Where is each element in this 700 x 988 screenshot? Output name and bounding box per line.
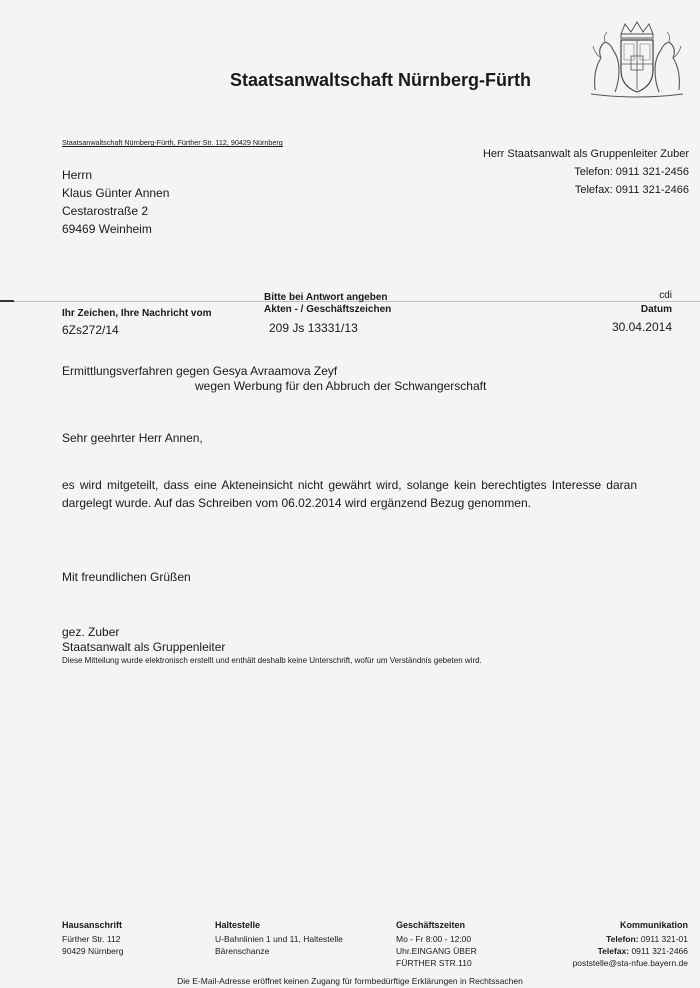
footer-address-heading: Hausanschrift [62,920,123,930]
footer-fax: 0911 321-2466 [631,946,688,956]
footer-hours-line2: Uhr.EINGANG ÜBER [396,946,477,956]
recipient-name: Klaus Günter Annen [62,186,170,200]
footer-transit-line2: Bärenschanze [215,946,270,956]
contact-fax: Telefax: 0911 321-2466 [574,184,689,196]
recipient-street: Cestarostraße 2 [62,204,149,218]
footer-comm-heading: Kommunikation [619,920,688,930]
signer-title: Staatsanwalt als Gruppenleiter [62,640,226,654]
recipient-block [62,166,169,238]
your-ref-label: Ihr Zeichen, Ihre Nachricht vom [62,308,212,319]
footer-address-line2: 90429 Nürnberg [62,946,124,956]
file-number: 209 Js 13331/13 [269,321,358,335]
clerk-code: cdi [659,290,672,301]
date-value: 30.04.2014 [611,320,672,334]
signer: gez. Zuber [62,625,120,639]
footer-phone: 0911 321-01 [640,934,688,944]
contact-official: Herr Staatsanwalt als Gruppenleiter Zuber [482,148,689,160]
footer-phone-row [573,933,688,945]
authority-title: Staatsanwaltschaft Nürnberg-Fürth [230,70,532,90]
your-ref-value: 6Zs272/14 [62,323,119,337]
electronic-disclaimer: Diese Mitteilung wurde elektronisch erstellt und enthält deshalb keine Unterschrift, wofür um Verständnis gebeten wird. [62,656,482,665]
subject-line-2: wegen Werbung für den Abbruch der Schwangerschaft [195,379,487,393]
footer-hours-line1: Mo - Fr 8:00 - 12:00 [396,934,472,944]
footer-phone-label: Telefon: [606,934,639,944]
footer-transit-heading: Haltestelle [215,920,261,930]
coat-of-arms-icon [585,20,689,102]
sender-address-line: Staatsanwaltschaft Nürnberg-Fürth, Fürther Str. 112, 90429 Nürnberg [62,138,283,147]
footer-hours-heading: Geschäftszeiten [396,920,466,930]
letter-body: es wird mitgeteilt, dass eine Akteneinsicht nicht gewährt wird, solange kein berechtigtes Interesse daran dargelegt wurde. Auf das Schreiben vom 06.02.2014 wird ergänzend Bezug genommen. [62,478,637,510]
recipient-city: 69469 Weinheim [62,222,152,236]
reply-label-line2: Akten - / Geschäftszeichen [264,304,392,315]
footer-transit [215,920,343,957]
contact-block [483,145,689,199]
reply-label-line1: Bitte bei Antwort angeben [264,292,388,303]
subject-line-1: Ermittlungsverfahren gegen Gesya Avraamova Zeyf [62,364,338,378]
footer-address [62,920,123,957]
footer-email-note: Die E-Mail-Adresse eröffnet keinen Zugang für formbedürftige Erklärungen in Rechtssachen [177,976,523,986]
footer-communication [573,920,688,969]
footer-address-line1: Fürther Str. 112 [62,934,121,944]
greeting: Sehr geehrter Herr Annen, [62,431,203,445]
footer-fax-row [573,945,688,957]
footer-email: poststelle@sta-nfue.bayern.de [572,958,688,968]
recipient-salutation: Herrn [62,168,93,182]
footer-fax-label: Telefax: [597,946,630,956]
contact-phone: Telefon: 0911 321-2456 [574,166,689,178]
reply-instruction-label [264,292,391,316]
date-label: Datum [640,304,672,315]
footer-hours [396,920,477,969]
fold-mark [0,300,14,302]
footer-hours-line3: FÜRTHER STR.110 [396,958,472,968]
footer-transit-line1: U-Bahnlinien 1 und 11, Haltestelle [215,934,343,944]
closing: Mit freundlichen Grüßen [62,570,191,584]
